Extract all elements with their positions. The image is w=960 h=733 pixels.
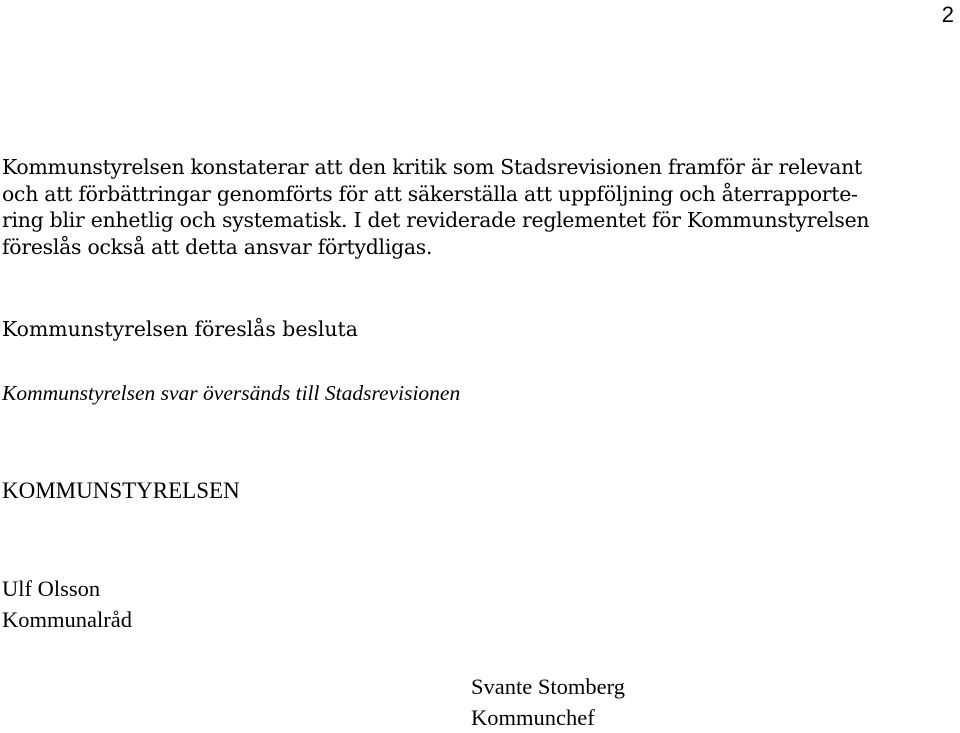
signatory-name: Svante Stomberg: [471, 674, 625, 699]
signatory-title: Kommunalråd: [2, 607, 132, 632]
signatory-left: [2, 573, 132, 635]
organization-name: KOMMUNSTYRELSEN: [2, 478, 240, 503]
paragraph-line: ring blir enhetlig och systematisk. I det reviderade reglementet för Kommunstyrelsen: [2, 208, 870, 232]
signatory-name: Ulf Olsson: [2, 576, 101, 601]
body-paragraph: [2, 154, 869, 260]
proposal-heading: Kommunstyrelsen föreslås besluta: [2, 317, 358, 341]
paragraph-line: Kommunstyrelsen konstaterar att den kritik som Stadsrevisionen framför är relevant: [2, 155, 862, 179]
decision-text: Kommunstyrelsen svar översänds till Stadsrevisionen: [2, 381, 461, 405]
page-number: 2: [941, 2, 954, 27]
signatory-title: Kommunchef: [471, 705, 595, 730]
paragraph-line: föreslås också att detta ansvar förtydligas.: [2, 234, 433, 259]
signatory-right: [471, 671, 625, 733]
paragraph-line: och att förbättringar genomförts för att säkerställa att uppföljning och återrapporte-: [2, 181, 858, 206]
